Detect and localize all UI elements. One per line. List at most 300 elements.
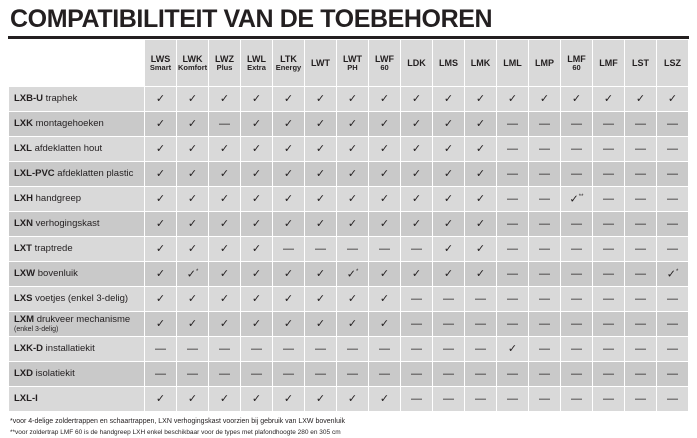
dash-icon: — (603, 368, 614, 381)
check-icon: ✓ (411, 268, 422, 281)
check-icon: ✓ (155, 118, 166, 131)
cell-lxk-d-lwt (337, 337, 369, 362)
check-icon: ✓ (315, 143, 326, 156)
check-icon: ✓ (475, 243, 486, 256)
dash-icon: — (539, 143, 550, 156)
dash-icon: — (571, 343, 582, 356)
cell-lxm-ldk (401, 312, 433, 337)
cell-lxs-lwz (209, 287, 241, 312)
dash-icon: — (603, 143, 614, 156)
column-header-code: LWT (343, 53, 362, 64)
cell-lxn-lml (497, 212, 529, 237)
dash-icon: — (507, 193, 518, 206)
check-icon: ✓ (251, 268, 262, 281)
cell-lxm-lmf (561, 312, 593, 337)
row-code: LXT (14, 243, 32, 255)
cell-lxm-lwz (209, 312, 241, 337)
check-icon: ✓ (507, 343, 518, 356)
check-icon: ✓ (219, 93, 230, 106)
table-row (9, 87, 689, 112)
cell-lxk-d-lwt (305, 337, 337, 362)
cell-lxm-lmp (529, 312, 561, 337)
cell-lxs-lws (145, 287, 177, 312)
cell-lxh-lws (145, 187, 177, 212)
cell-lxb-u-lmp (529, 87, 561, 112)
dash-icon: — (411, 243, 422, 256)
cell-lxd-lmk (465, 362, 497, 387)
table-row (9, 137, 689, 162)
cell-lxk-d-lwf (369, 337, 401, 362)
dash-icon: — (475, 318, 486, 331)
column-header-code: LWK (182, 53, 203, 64)
column-header-lml (497, 40, 529, 87)
dash-icon: — (475, 368, 486, 381)
row-code: LXB-U (14, 93, 44, 105)
table-row (9, 162, 689, 187)
cell-lxn-ltk (273, 212, 305, 237)
cell-lxw-lml (497, 262, 529, 287)
row-header-lxk (9, 112, 145, 137)
cell-lxd-lwz (209, 362, 241, 387)
column-header-code: LMF (567, 53, 586, 64)
cell-lxl-pvc-lwz (209, 162, 241, 187)
cell-lxl-lws (145, 137, 177, 162)
column-header-variant: 60 (380, 63, 389, 73)
dash-icon: — (251, 343, 262, 356)
cell-lxt-ltk (273, 237, 305, 262)
dash-icon: — (411, 368, 422, 381)
row-header-lxl-pvc (9, 162, 145, 187)
cell-lxk-lwt (337, 112, 369, 137)
dash-icon: — (507, 143, 518, 156)
cell-lxd-lwl (241, 362, 273, 387)
check-icon: ✓ (379, 118, 390, 131)
cell-lxb-u-lst (625, 87, 657, 112)
cell-lxk-lmp (529, 112, 561, 137)
cell-lxn-lwz (209, 212, 241, 237)
dash-icon: — (315, 243, 326, 256)
dash-icon: — (667, 118, 678, 131)
dash-icon: — (571, 118, 582, 131)
check-icon: ✓ (219, 318, 230, 331)
check-icon: ✓ (379, 193, 390, 206)
check-icon: ✓ (347, 93, 358, 106)
dash-icon: — (507, 168, 518, 181)
check-icon: ✓ (443, 243, 454, 256)
row-header-lxb-u (9, 87, 145, 112)
dash-icon: — (187, 368, 198, 381)
cell-lxs-lmk (465, 287, 497, 312)
dash-icon: — (667, 368, 678, 381)
check-icon: ✓ (187, 93, 198, 106)
cell-lxk-d-lsz (657, 337, 689, 362)
row-label: voetjes (enkel 3-delig) (32, 293, 129, 305)
cell-lxl-pvc-lmf (593, 162, 625, 187)
check-icon: ✓ (251, 168, 262, 181)
check-icon: ✓ (603, 93, 614, 106)
cell-lxd-lsz (657, 362, 689, 387)
cell-lxm-lwl (241, 312, 273, 337)
row-code: LXK-D (14, 343, 44, 355)
column-header-code: LMS (439, 58, 458, 69)
check-icon: ✓ (347, 393, 358, 406)
cell-lxl-i-lmf (593, 387, 625, 412)
cell-lxn-lwf (369, 212, 401, 237)
check-icon: ✓ (219, 243, 230, 256)
cell-lxl-i-lwt (337, 387, 369, 412)
cell-lxm-ltk (273, 312, 305, 337)
check-icon: ✓ (251, 143, 262, 156)
dash-icon: — (667, 218, 678, 231)
check-icon: ✓ (155, 193, 166, 206)
check-icon: ✓ (155, 268, 166, 281)
check-icon: ✓ (251, 318, 262, 331)
check-icon: ✓ (315, 93, 326, 106)
row-code: LXL-PVC (14, 168, 55, 180)
check-icon: ✓ (475, 168, 486, 181)
check-icon: ✓ (379, 393, 390, 406)
check-icon: ✓ (155, 318, 166, 331)
column-header-variant: PH (347, 63, 358, 73)
check-icon: ✓ (539, 93, 550, 106)
cell-lxl-i-ltk (273, 387, 305, 412)
check-icon: ✓ (283, 193, 294, 206)
cell-lxs-lwk (177, 287, 209, 312)
dash-icon: — (539, 368, 550, 381)
check-icon: ✓ (347, 143, 358, 156)
row-label: traphek (43, 93, 78, 105)
column-header-ltk-energy (273, 40, 305, 87)
dash-icon: — (315, 368, 326, 381)
footnote-marker: * (675, 268, 679, 275)
column-header-code: LST (632, 58, 649, 69)
column-header-variant: Plus (216, 63, 233, 73)
check-icon: ✓ (155, 393, 166, 406)
column-header-variant: Komfort (178, 63, 208, 73)
check-icon: ✓ (379, 168, 390, 181)
cell-lxk-lwf (369, 112, 401, 137)
cell-lxn-lmf (561, 212, 593, 237)
check-icon: ✓ (411, 143, 422, 156)
column-header-lmf-60 (561, 40, 593, 87)
row-code: LXS (14, 293, 33, 305)
cell-lxb-u-ltk (273, 87, 305, 112)
cell-lxl-ldk (401, 137, 433, 162)
cell-lxt-lml (497, 237, 529, 262)
cell-lxd-lwt (337, 362, 369, 387)
check-icon: ✓ (475, 218, 486, 231)
table-row (9, 312, 689, 337)
dash-icon: — (347, 368, 358, 381)
cell-lxn-lms (433, 212, 465, 237)
check-icon: ✓ (315, 318, 326, 331)
cell-lxb-u-lwt (337, 87, 369, 112)
row-code: LXD (14, 368, 33, 380)
check-icon: ✓ (187, 143, 198, 156)
cell-lxn-lwt (305, 212, 337, 237)
cell-lxn-lmk (465, 212, 497, 237)
dash-icon: — (539, 243, 550, 256)
table-row (9, 387, 689, 412)
check-icon: ✓ (475, 143, 486, 156)
cell-lxk-d-lms (433, 337, 465, 362)
check-icon: ✓ (379, 218, 390, 231)
check-icon: ✓ (251, 393, 262, 406)
cell-lxm-lwt (337, 312, 369, 337)
dash-icon: — (635, 268, 646, 281)
column-header-variant: 60 (572, 63, 581, 73)
dash-icon: — (219, 118, 230, 131)
cell-lxw-lsz (657, 262, 689, 287)
dash-icon: — (635, 218, 646, 231)
cell-lxb-u-lmf (593, 87, 625, 112)
cell-lxh-lmk (465, 187, 497, 212)
dash-icon: — (475, 393, 486, 406)
table-row (9, 212, 689, 237)
cell-lxb-u-lwk (177, 87, 209, 112)
cell-lxs-ldk (401, 287, 433, 312)
cell-lxl-pvc-lmp (529, 162, 561, 187)
cell-lxl-lms (433, 137, 465, 162)
column-header-code: LWS (150, 53, 171, 64)
cell-lxt-lst (625, 237, 657, 262)
cell-lxt-lws (145, 237, 177, 262)
cell-lxd-lwk (177, 362, 209, 387)
dash-icon: — (315, 343, 326, 356)
dash-icon: — (251, 368, 262, 381)
cell-lxb-u-ldk (401, 87, 433, 112)
cell-lxl-pvc-ldk (401, 162, 433, 187)
dash-icon: — (155, 343, 166, 356)
cell-lxh-lwt (337, 187, 369, 212)
cell-lxw-lwt (305, 262, 337, 287)
column-header-lws-smart (145, 40, 177, 87)
table-row (9, 362, 689, 387)
cell-lxh-lmp (529, 187, 561, 212)
check-icon: ✓ (347, 168, 358, 181)
cell-lxl-lmp (529, 137, 561, 162)
cell-lxh-lml (497, 187, 529, 212)
row-header-lxt (9, 237, 145, 262)
cell-lxk-lwz (209, 112, 241, 137)
check-icon: ✓ (283, 118, 294, 131)
check-icon: ✓ (475, 268, 486, 281)
cell-lxl-i-lwk (177, 387, 209, 412)
dash-icon: — (571, 243, 582, 256)
cell-lxl-lml (497, 137, 529, 162)
check-icon: ✓ (187, 393, 198, 406)
check-icon: ✓ (219, 193, 230, 206)
check-icon: ✓ (475, 93, 486, 106)
column-header-variant: Extra (247, 63, 266, 73)
column-header-code: LMK (470, 58, 491, 69)
check-icon: ✓ (347, 118, 358, 131)
check-icon: ✓ (507, 93, 518, 106)
dash-icon: — (443, 368, 454, 381)
cell-lxl-lwk (177, 137, 209, 162)
row-header-lxw (9, 262, 145, 287)
cell-lxs-lml (497, 287, 529, 312)
check-icon: ✓ (315, 393, 326, 406)
cell-lxb-u-lwf (369, 87, 401, 112)
cell-lxk-d-lwz (209, 337, 241, 362)
check-icon: ✓ (283, 168, 294, 181)
column-header-lwt-ph (337, 40, 369, 87)
dash-icon: — (539, 343, 550, 356)
dash-icon: — (603, 118, 614, 131)
row-label: bovenluik (35, 268, 78, 280)
dash-icon: — (507, 218, 518, 231)
column-header-code: LWF (375, 53, 394, 64)
row-label: drukveer mechanisme (34, 314, 131, 326)
check-icon: ✓ (187, 293, 198, 306)
dash-icon: — (507, 393, 518, 406)
table-row (9, 287, 689, 312)
cell-lxw-lwf (369, 262, 401, 287)
dash-icon: — (603, 193, 614, 206)
cell-lxh-lwz (209, 187, 241, 212)
dash-icon: — (539, 168, 550, 181)
footnote-2: **voor zoldertrap LMF 60 is de handgreep LXH enkel beschikbaar voor de types met plafondhoogte 280 en 305 cm (10, 428, 341, 436)
row-label: traptrede (31, 243, 73, 255)
table-corner-cell (9, 40, 145, 87)
cell-lxb-u-lwt (305, 87, 337, 112)
cell-lxl-lsz (657, 137, 689, 162)
cell-lxn-lws (145, 212, 177, 237)
dash-icon: — (411, 343, 422, 356)
dash-icon: — (667, 318, 678, 331)
check-icon: ✓ (251, 193, 262, 206)
footnote-marker: ** (578, 193, 584, 200)
cell-lxk-d-lst (625, 337, 657, 362)
column-header-variant: Energy (275, 63, 302, 73)
check-icon: ✓ (251, 218, 262, 231)
check-icon: ✓ (155, 218, 166, 231)
row-code: LXH (14, 193, 33, 205)
check-icon: ✓ (187, 218, 198, 231)
cell-lxd-lwf (369, 362, 401, 387)
dash-icon: — (635, 143, 646, 156)
check-icon: ✓ (347, 318, 358, 331)
check-icon: ✓ (219, 143, 230, 156)
dash-icon: — (411, 393, 422, 406)
check-icon: ✓ (251, 118, 262, 131)
cell-lxn-ldk (401, 212, 433, 237)
check-icon: ✓ (283, 143, 294, 156)
check-icon: ✓ (251, 243, 262, 256)
cell-lxd-lmf (593, 362, 625, 387)
cell-lxk-d-lmf (593, 337, 625, 362)
row-label: afdeklatten hout (31, 143, 103, 155)
cell-lxh-lmf (593, 187, 625, 212)
cell-lxw-lwt (337, 262, 369, 287)
table-row (9, 112, 689, 137)
check-icon: ✓ (443, 143, 454, 156)
cell-lxw-lmk (465, 262, 497, 287)
cell-lxb-u-lms (433, 87, 465, 112)
check-icon: ✓ (315, 293, 326, 306)
column-header-lwt (305, 40, 337, 87)
cell-lxm-lwt (305, 312, 337, 337)
row-header-lxl-i (9, 387, 145, 412)
footnote-marker: * (195, 268, 199, 275)
row-label: montagehoeken (33, 118, 104, 130)
check-icon-footnote: ✓* (666, 268, 679, 281)
cell-lxw-lmf (593, 262, 625, 287)
dash-icon: — (155, 368, 166, 381)
dash-icon: — (603, 293, 614, 306)
check-icon: ✓ (443, 93, 454, 106)
cell-lxk-d-lws (145, 337, 177, 362)
table-row (9, 262, 689, 287)
check-icon: ✓ (443, 168, 454, 181)
cell-lxs-lst (625, 287, 657, 312)
dash-icon: — (219, 368, 230, 381)
dash-icon: — (379, 368, 390, 381)
check-icon: ✓ (315, 193, 326, 206)
cell-lxt-ldk (401, 237, 433, 262)
cell-lxm-lws (145, 312, 177, 337)
check-icon: ✓ (283, 393, 294, 406)
cell-lxl-lwt (305, 137, 337, 162)
column-header-code: LDK (407, 58, 426, 69)
cell-lxl-pvc-lmf (561, 162, 593, 187)
cell-lxw-lwl (241, 262, 273, 287)
dash-icon: — (539, 193, 550, 206)
column-header-code: LWT (311, 58, 330, 69)
cell-lxm-lst (625, 312, 657, 337)
dash-icon: — (571, 168, 582, 181)
row-header-lxd (9, 362, 145, 387)
dash-icon: — (571, 218, 582, 231)
check-icon-footnote2: ✓** (569, 193, 584, 206)
check-icon: ✓ (187, 168, 198, 181)
cell-lxn-lwk (177, 212, 209, 237)
check-icon: ✓ (443, 118, 454, 131)
check-icon: ✓ (283, 318, 294, 331)
cell-lxl-lwf (369, 137, 401, 162)
cell-lxl-pvc-lms (433, 162, 465, 187)
row-header-lxk-d (9, 337, 145, 362)
check-icon: ✓ (251, 293, 262, 306)
dash-icon: — (219, 343, 230, 356)
dash-icon: — (571, 318, 582, 331)
cell-lxl-pvc-lsz (657, 162, 689, 187)
cell-lxl-i-lmk (465, 387, 497, 412)
row-code: LXL-I (14, 393, 38, 405)
cell-lxk-lms (433, 112, 465, 137)
row-code: LXN (14, 218, 33, 230)
cell-lxd-lws (145, 362, 177, 387)
cell-lxl-i-lmp (529, 387, 561, 412)
check-icon: ✓ (475, 193, 486, 206)
table-row (9, 337, 689, 362)
cell-lxk-ltk (273, 112, 305, 137)
check-icon: ✓ (443, 268, 454, 281)
dash-icon: — (603, 343, 614, 356)
cell-lxb-u-lmf (561, 87, 593, 112)
column-header-code: LMP (535, 58, 554, 69)
check-icon: ✓ (283, 293, 294, 306)
footnote-1: *voor 4-delige zoldertrappen en schaartrappen, LXN verhogingskast voorzien bij gebruik van LXW bovenluik (10, 418, 346, 426)
cell-lxk-d-lwl (241, 337, 273, 362)
cell-lxw-lws (145, 262, 177, 287)
dash-icon: — (667, 143, 678, 156)
check-icon: ✓ (379, 93, 390, 106)
cell-lxt-lmf (561, 237, 593, 262)
cell-lxm-lml (497, 312, 529, 337)
dash-icon: — (443, 343, 454, 356)
